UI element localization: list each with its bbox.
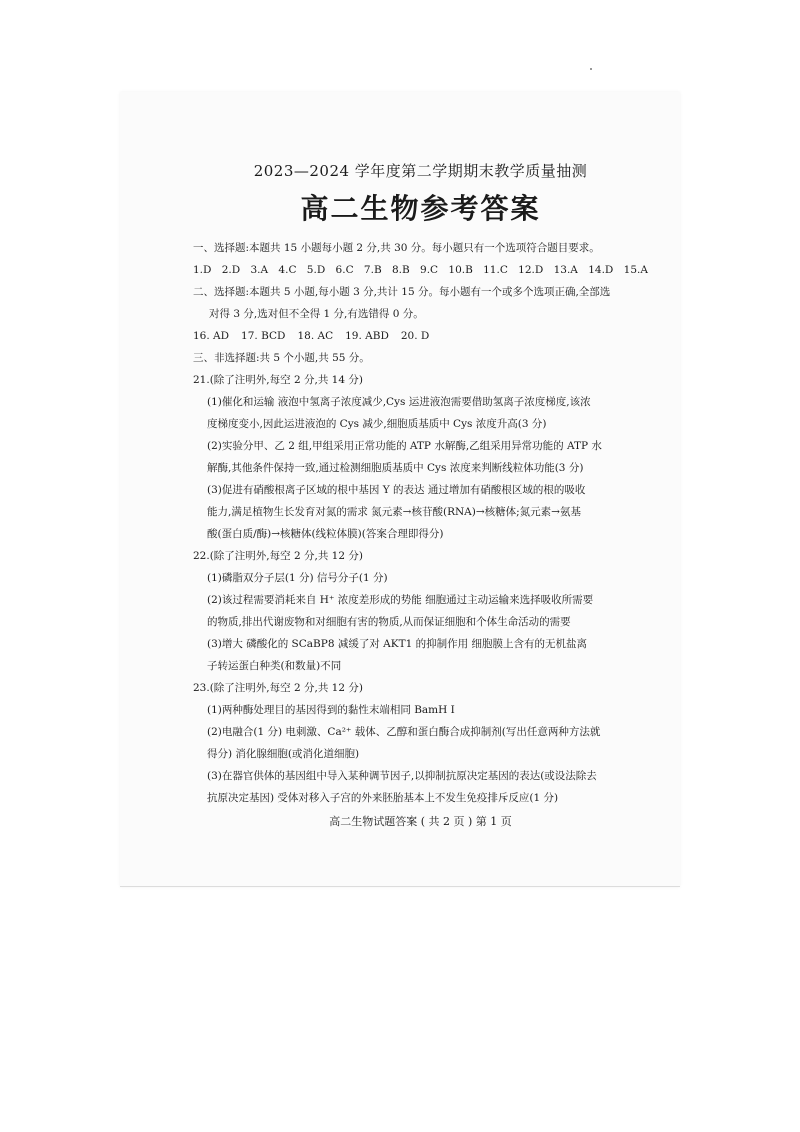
section-2-answer: 16. AD <box>193 330 230 342</box>
scan-speck <box>590 68 592 70</box>
section-1-answer: 15.A <box>623 264 648 276</box>
section-1-answer: 9.C <box>420 264 439 276</box>
section-1-answer: 11.C <box>483 264 508 276</box>
q23-line-1: (1)两种酶处理目的基因得到的黏性末端相同 BamH Ⅰ <box>207 704 455 716</box>
q21-line-5: (3)促进有硝酸根离子区域的根中基因 Y 的表达 通过增加有硝酸根区域的根的吸收 <box>207 484 586 496</box>
answer-document <box>193 160 648 833</box>
q22-heading: 22.(除了注明外,每空 2 分,共 12 分) <box>193 550 363 562</box>
section-1-heading: 一、选择题:本题共 15 小题每小题 2 分,共 30 分。每小题只有一个选项符合题目要求。 <box>193 242 600 254</box>
section-3-heading: 三、非选择题:共 5 个小题,共 55 分。 <box>193 352 370 364</box>
q21-line-1: (1)催化和运输 液泡中氢离子浓度减少,Cys 运进液泡需要借助氢离子浓度梯度,该浓 <box>207 396 591 408</box>
section-1-answer: 13.A <box>553 264 578 276</box>
section-1-answer: 4.C <box>278 264 297 276</box>
section-1-answer: 1.D <box>193 264 212 276</box>
section-1-answers <box>193 259 648 281</box>
q23-heading: 23.(除了注明外,每空 2 分,共 12 分) <box>193 682 363 694</box>
q22-line-5: 子转运蛋白种类(和数量)不同 <box>207 660 342 672</box>
section-2-heading-cont: 对得 3 分,选对但不全得 1 分,有选错得 0 分。 <box>209 308 424 320</box>
section-2-heading: 二、选择题:本题共 5 小题,每小题 3 分,共计 15 分。每小题有一个或多个选项正确,全部选 <box>193 286 611 298</box>
section-2-answer: 18. AC <box>297 330 334 342</box>
section-1-answer: 12.D <box>518 264 544 276</box>
q22-line-3: 的物质,排出代谢废物和对细胞有害的物质,从而保证细胞和个体生命活动的需要 <box>207 616 571 628</box>
q21-line-4: 解酶,其他条件保持一致,通过检测细胞质基质中 Cys 浓度来判断线粒体功能(3 分) <box>207 462 584 474</box>
section-1-answer: 2.D <box>221 264 241 276</box>
section-2-answer: 19. ABD <box>345 330 389 342</box>
q22-line-4: (3)增大 磷酸化的 SCaBP8 减缓了对 AKT1 的抑制作用 细胞膜上含有的无机盐离 <box>207 638 587 650</box>
section-1-answer: 10.B <box>448 264 473 276</box>
section-2-answer: 17. BCD <box>241 330 286 342</box>
q22-line-2: (2)该过程需要消耗来自 H⁺ 浓度差形成的势能 细胞通过主动运输来选择吸收所需要 <box>207 594 594 606</box>
page-footer: 高二生物试题答案 ( 共 2 页 ) 第 1 页 <box>329 815 512 828</box>
section-1-answer: 14.D <box>588 264 614 276</box>
section-1-answer: 5.D <box>306 264 326 276</box>
section-1-answer: 7.B <box>363 264 382 276</box>
q22-line-1: (1)磷脂双分子层(1 分) 信号分子(1 分) <box>207 572 388 584</box>
q21-line-7: 酸(蛋白质/酶)→核糖体(线粒体膜)(答案合理即得分) <box>207 528 444 540</box>
q23-line-3: 得分) 消化腺细胞(或消化道细胞) <box>207 748 360 760</box>
page-title: 高二生物参考答案 <box>300 192 541 225</box>
section-2-answers <box>193 325 648 347</box>
exam-year-line: 2023—2024 学年度第二学期期末教学质量抽测 <box>253 162 588 180</box>
q21-line-2: 度梯度变小,因此运进液泡的 Cys 减少,细胞质基质中 Cys 浓度升高(3 分) <box>207 418 547 430</box>
q21-line-3: (2)实验分甲、乙 2 组,甲组采用正常功能的 ATP 水解酶,乙组采用异常功能的 ATP 水 <box>207 440 602 452</box>
section-1-answer: 8.B <box>391 264 410 276</box>
section-2-answer: 20. D <box>400 330 430 342</box>
page-bottom-edge <box>120 886 680 887</box>
section-1-answer: 6.C <box>335 264 354 276</box>
section-1-answer: 3.A <box>250 264 269 276</box>
q21-heading: 21.(除了注明外,每空 2 分,共 14 分) <box>193 374 363 386</box>
q23-line-5: 抗原决定基因) 受体对移入子宫的外来胚胎基本上不发生免疫排斥反应(1 分) <box>207 792 559 804</box>
q23-line-4: (3)在器官供体的基因组中导入某种调节因子,以抑制抗原决定基因的表达(或设法除去 <box>207 770 597 782</box>
q21-line-6: 能力,满足植物生长发育对氮的需求 氮元素→核苷酸(RNA)→核糖体;氮元素→氨基 <box>207 506 581 518</box>
q23-line-2: (2)电融合(1 分) 电刺激、Ca²⁺ 载体、乙醇和蛋白酶合成抑制剂(写出任意两种方法就 <box>207 726 601 738</box>
